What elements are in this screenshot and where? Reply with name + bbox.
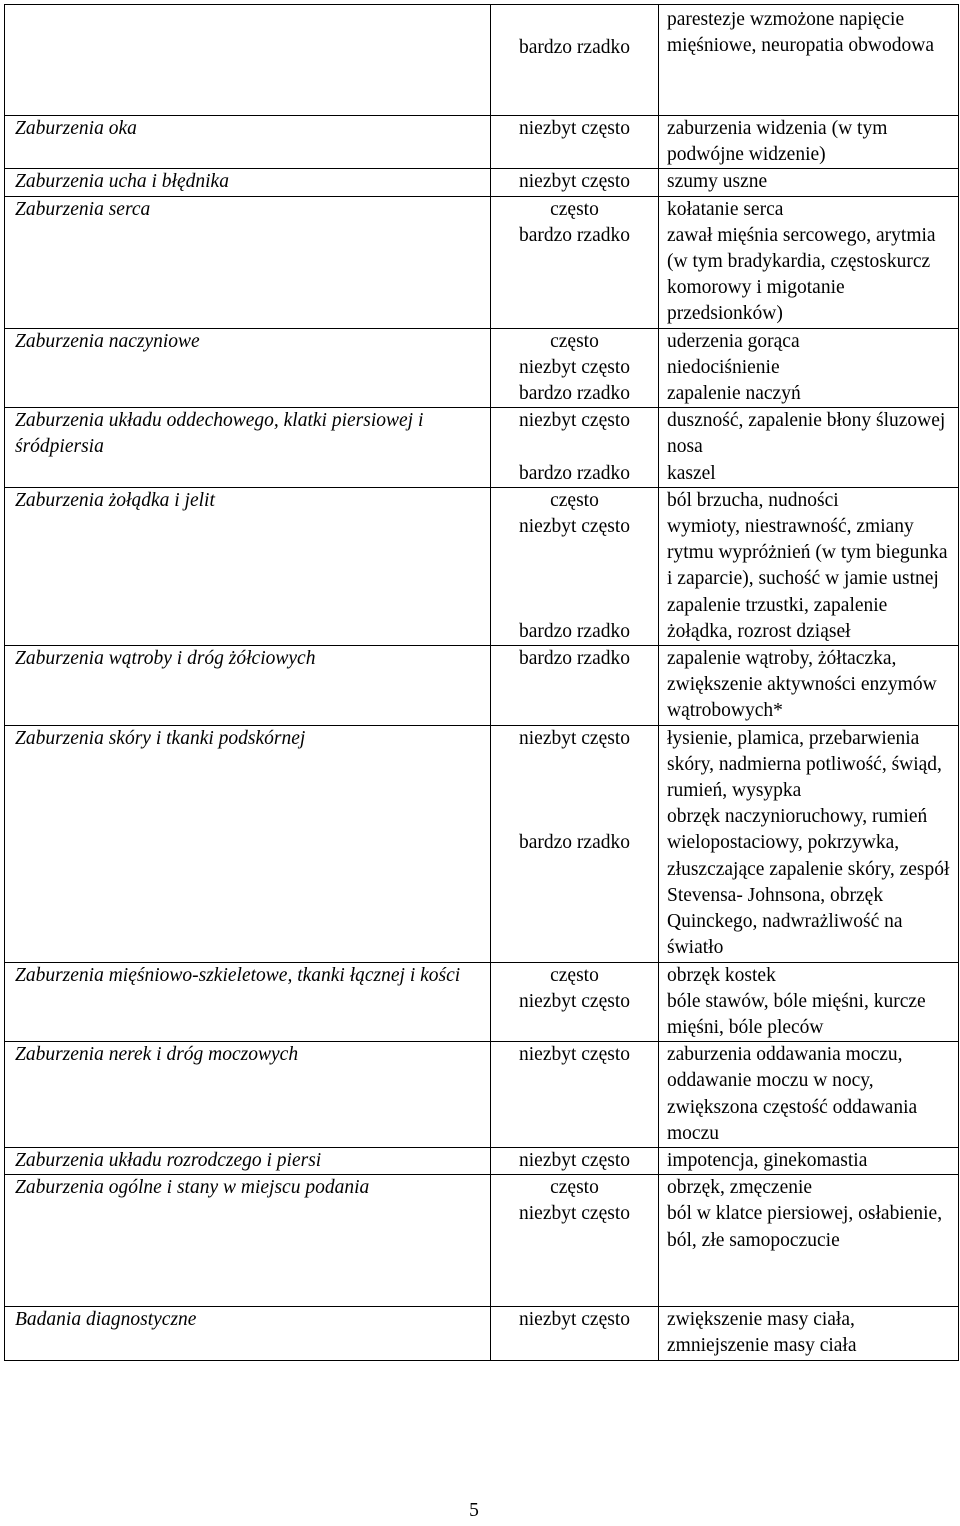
frequency-cell: [491, 196, 659, 328]
system-organ-class: Zaburzenia oka: [5, 116, 491, 169]
effect-cell: [659, 169, 959, 196]
effect-cell: [659, 328, 959, 408]
frequency-label: niezbyt często: [519, 1149, 630, 1171]
system-organ-class: [5, 5, 491, 116]
effect-text: ból brzucha, nudności: [667, 489, 839, 511]
effect-cell: [659, 1307, 959, 1360]
table-row: [5, 169, 959, 196]
effect-cell: [659, 1042, 959, 1148]
frequency-label: niezbyt często: [519, 1044, 630, 1066]
frequency-label: bardzo rzadko: [519, 37, 630, 58]
system-organ-class: Badania diagnostyczne: [5, 1307, 491, 1360]
frequency-label: często: [550, 964, 599, 986]
table-row: [5, 962, 959, 1042]
frequency-label: niezbyt często: [519, 990, 630, 1012]
effect-cell: [659, 1175, 959, 1307]
frequency-label: często: [550, 330, 599, 352]
table-row: [5, 328, 959, 408]
frequency-label: bardzo rzadko: [519, 462, 630, 484]
effect-text: wymioty, niestrawność, zmiany rytmu wypróżnień (w tym biegunka i zaparcie), suchość w jamie ustnej: [667, 516, 948, 590]
system-organ-class: Zaburzenia nerek i dróg moczowych: [5, 1042, 491, 1148]
table-row: [5, 196, 959, 328]
system-organ-class: Zaburzenia żołądka i jelit: [5, 487, 491, 645]
page-number: 5: [469, 1500, 479, 1521]
effect-cell: [659, 196, 959, 328]
frequency-label: często: [550, 1177, 599, 1199]
table-row: [5, 487, 959, 645]
frequency-cell: [491, 1147, 659, 1174]
effect-text: zwiększenie masy ciała, zmniejszenie masy ciała: [667, 1309, 857, 1357]
system-organ-class: Zaburzenia naczyniowe: [5, 328, 491, 408]
frequency-cell: [491, 116, 659, 169]
frequency-label: bardzo rzadko: [519, 620, 630, 642]
frequency-label: niezbyt często: [519, 356, 630, 378]
table-row: [5, 725, 959, 962]
effect-text: parestezje wzmożone napięcie mięśniowe, neuropatia obwodowa: [667, 9, 934, 57]
effect-text: uderzenia gorąca: [667, 330, 800, 352]
table-row: [5, 1307, 959, 1360]
frequency-label: często: [550, 198, 599, 220]
effect-text: zaburzenia widzenia (w tym podwójne widzenie): [667, 118, 888, 166]
table-row: [5, 1042, 959, 1148]
table-row: [5, 408, 959, 488]
system-organ-class: Zaburzenia skóry i tkanki podskórnej: [5, 725, 491, 962]
effect-text: szumy uszne: [667, 171, 768, 193]
frequency-cell: [491, 169, 659, 196]
effect-text: zaburzenia oddawania moczu, oddawanie moczu w nocy, zwiększona częstość oddawania moczu: [667, 1044, 918, 1144]
effect-text: ból w klatce piersiowej, osłabienie, ból, złe samopoczucie: [667, 1203, 943, 1251]
effect-text: kaszel: [667, 462, 716, 484]
frequency-label: niezbyt często: [519, 516, 630, 538]
frequency-cell: [491, 5, 659, 116]
effect-text: zapalenie trzustki, zapalenie żołądka, rozrost dziąseł: [667, 594, 888, 642]
system-organ-class: Zaburzenia wątroby i dróg żółciowych: [5, 646, 491, 726]
adverse-effects-table: [4, 4, 959, 1361]
effect-cell: [659, 962, 959, 1042]
frequency-cell: [491, 408, 659, 488]
table-row: [5, 1175, 959, 1307]
effect-cell: [659, 408, 959, 488]
effect-text: zapalenie wątroby, żółtaczka, zwiększenie aktywności enzymów wątrobowych*: [667, 648, 937, 722]
frequency-label: bardzo rzadko: [519, 224, 630, 246]
table-row: [5, 646, 959, 726]
effect-text: obrzęk naczynioruchowy, rumień wielopostaciowy, pokrzywka, złuszczające zapalenie skóry, zespół Stevensa- Johnsona, obrzęk Quinckego, nadwrażliwość na światło: [667, 806, 950, 959]
frequency-cell: [491, 646, 659, 726]
system-organ-class: Zaburzenia ogólne i stany w miejscu podania: [5, 1175, 491, 1307]
effect-text: zapalenie naczyń: [667, 383, 801, 405]
frequency-cell: [491, 1175, 659, 1307]
frequency-label: niezbyt często: [519, 118, 630, 139]
effect-text: obrzęk, zmęczenie: [667, 1177, 813, 1199]
effect-cell: [659, 116, 959, 169]
frequency-cell: [491, 1042, 659, 1148]
system-organ-class: Zaburzenia ucha i błędnika: [5, 169, 491, 196]
effect-text: zawał mięśnia sercowego, arytmia (w tym bradykardia, częstoskurcz komorowy i migotanie przedsionków): [667, 224, 936, 325]
effect-text: obrzęk kostek: [667, 964, 776, 986]
effect-text: impotencja, ginekomastia: [667, 1149, 868, 1171]
frequency-label: często: [550, 489, 599, 511]
frequency-cell: [491, 1307, 659, 1360]
frequency-label: bardzo rzadko: [519, 648, 630, 670]
table-row: [5, 5, 959, 116]
frequency-label: niezbyt często: [519, 1203, 630, 1225]
table-row: [5, 116, 959, 169]
effect-cell: [659, 725, 959, 962]
system-organ-class: Zaburzenia serca: [5, 196, 491, 328]
frequency-label: bardzo rzadko: [519, 383, 630, 405]
frequency-cell: [491, 487, 659, 645]
effect-text: łysienie, plamica, przebarwienia skóry, nadmierna potliwość, świąd, rumień, wysypka: [667, 727, 942, 802]
frequency-cell: [491, 328, 659, 408]
effect-cell: [659, 487, 959, 645]
table-row: [5, 1147, 959, 1174]
frequency-label: niezbyt często: [519, 727, 630, 749]
frequency-label: niezbyt często: [519, 410, 630, 432]
frequency-label: niezbyt często: [519, 1309, 630, 1331]
frequency-cell: [491, 725, 659, 962]
effect-text: kołatanie serca: [667, 198, 784, 220]
system-organ-class: Zaburzenia mięśniowo-szkieletowe, tkanki łącznej i kości: [5, 962, 491, 1042]
frequency-label: niezbyt często: [519, 171, 630, 193]
frequency-label: bardzo rzadko: [519, 832, 630, 854]
effect-cell: [659, 1147, 959, 1174]
frequency-cell: [491, 962, 659, 1042]
effect-cell: [659, 5, 959, 116]
effect-text: niedociśnienie: [667, 356, 780, 378]
system-organ-class: Zaburzenia układu rozrodczego i piersi: [5, 1147, 491, 1174]
system-organ-class: Zaburzenia układu oddechowego, klatki piersiowej i śródpiersia: [5, 408, 491, 488]
effect-cell: [659, 646, 959, 726]
effect-text: bóle stawów, bóle mięśni, kurcze mięśni, bóle pleców: [667, 990, 926, 1038]
effect-text: duszność, zapalenie błony śluzowej nosa: [667, 410, 946, 458]
